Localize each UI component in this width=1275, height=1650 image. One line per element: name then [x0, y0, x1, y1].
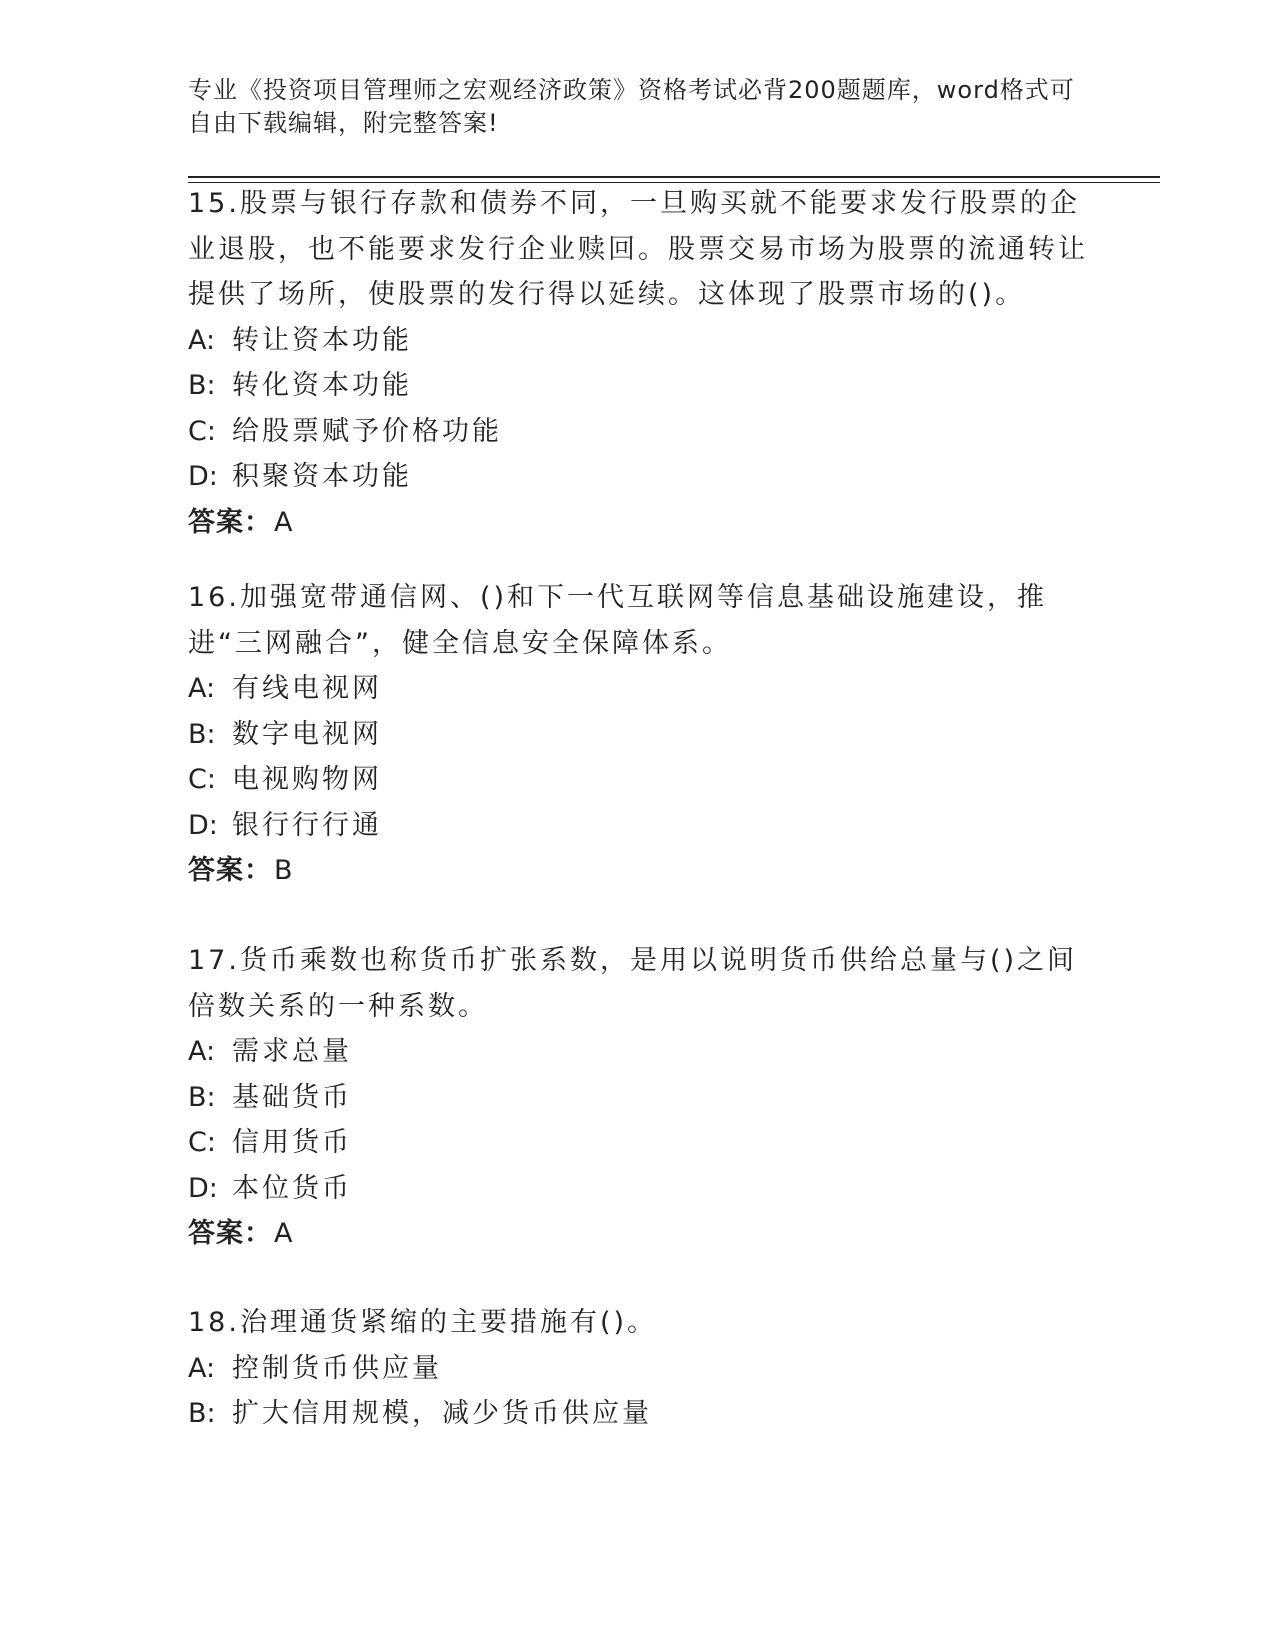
question-stem: 15.股票与银行存款和债券不同，一旦购买就不能要求发行股票的企业退股，也不能要求发行企业赎回。股票交易市场为股票的流通转让提供了场所，使股票的发行得以延续。这体现了股票市场的()。 [188, 188, 1088, 310]
answer-label: 答案： [188, 855, 272, 886]
option-b [188, 1075, 1088, 1121]
option-letter: C: [188, 764, 216, 795]
option-b [188, 1391, 1088, 1437]
option-b [188, 363, 1088, 409]
header-divider-thick [188, 176, 1160, 178]
option-letter: A: [188, 1036, 216, 1067]
option-d [188, 454, 1088, 500]
question-stem: 18.治理通货紧缩的主要措施有()。 [188, 1307, 658, 1338]
option-a [188, 1346, 1088, 1392]
question-stem: 17.货币乘数也称货币扩张系数，是用以说明货币供给总量与()之间倍数关系的一种系数。 [188, 945, 1078, 1022]
option-letter: C: [188, 415, 216, 447]
option-letter: D: [188, 1172, 218, 1204]
question-17 [188, 938, 1088, 1257]
question-stem: 16.加强宽带通信网、()和下一代互联网等信息基础设施建设，推进“三网融合”，健全信息安全保障体系。 [188, 582, 1048, 659]
option-c [188, 757, 1088, 803]
option-a [188, 666, 1088, 712]
option-letter: D: [188, 461, 218, 492]
option-letter: D: [188, 809, 218, 841]
option-b [188, 712, 1088, 758]
option-letter: B: [188, 718, 216, 750]
option-c [188, 409, 1088, 455]
option-text: 扩大信用规模，减少货币供应量 [232, 1398, 652, 1429]
option-text: 银行行行通 [232, 809, 382, 841]
option-text: 转让资本功能 [232, 324, 412, 356]
option-text: 本位货币 [232, 1172, 352, 1204]
option-text: 给股票赋予价格功能 [232, 415, 502, 447]
option-letter: B: [188, 1398, 216, 1429]
answer-label: 答案： [188, 1218, 272, 1249]
answer-line [188, 500, 1088, 546]
option-text: 基础货币 [232, 1081, 352, 1113]
question-15 [188, 181, 1088, 545]
answer-label: 答案： [188, 506, 272, 538]
question-16 [188, 575, 1088, 894]
option-d [188, 803, 1088, 849]
option-letter: A: [188, 1352, 216, 1384]
option-text: 电视购物网 [232, 764, 382, 795]
option-text: 需求总量 [232, 1036, 352, 1067]
answer-value: B [274, 855, 294, 886]
question-18 [188, 1300, 1088, 1437]
option-a [188, 318, 1088, 364]
option-text: 信用货币 [232, 1127, 352, 1158]
option-letter: B: [188, 1081, 216, 1113]
answer-value: A [274, 506, 294, 538]
option-text: 有线电视网 [232, 673, 382, 704]
option-text: 转化资本功能 [232, 370, 412, 401]
answer-value: A [274, 1218, 294, 1249]
option-letter: B: [188, 370, 216, 401]
option-text: 数字电视网 [232, 718, 382, 750]
option-letter: A: [188, 673, 216, 704]
option-d [188, 1166, 1088, 1212]
header-title-line: 专业《投资项目管理师之宏观经济政策》资格考试必背200题题库，word格式可 [188, 76, 1075, 104]
option-a [188, 1029, 1088, 1075]
option-c [188, 1120, 1088, 1166]
option-letter: C: [188, 1127, 216, 1158]
header-subtitle-line: 自由下载编辑，附完整答案! [188, 109, 499, 137]
answer-line [188, 848, 1088, 894]
option-letter: A: [188, 324, 216, 356]
option-text: 控制货币供应量 [232, 1352, 442, 1384]
option-text: 积聚资本功能 [232, 461, 412, 492]
document-header [188, 74, 1088, 140]
answer-line [188, 1211, 1088, 1257]
